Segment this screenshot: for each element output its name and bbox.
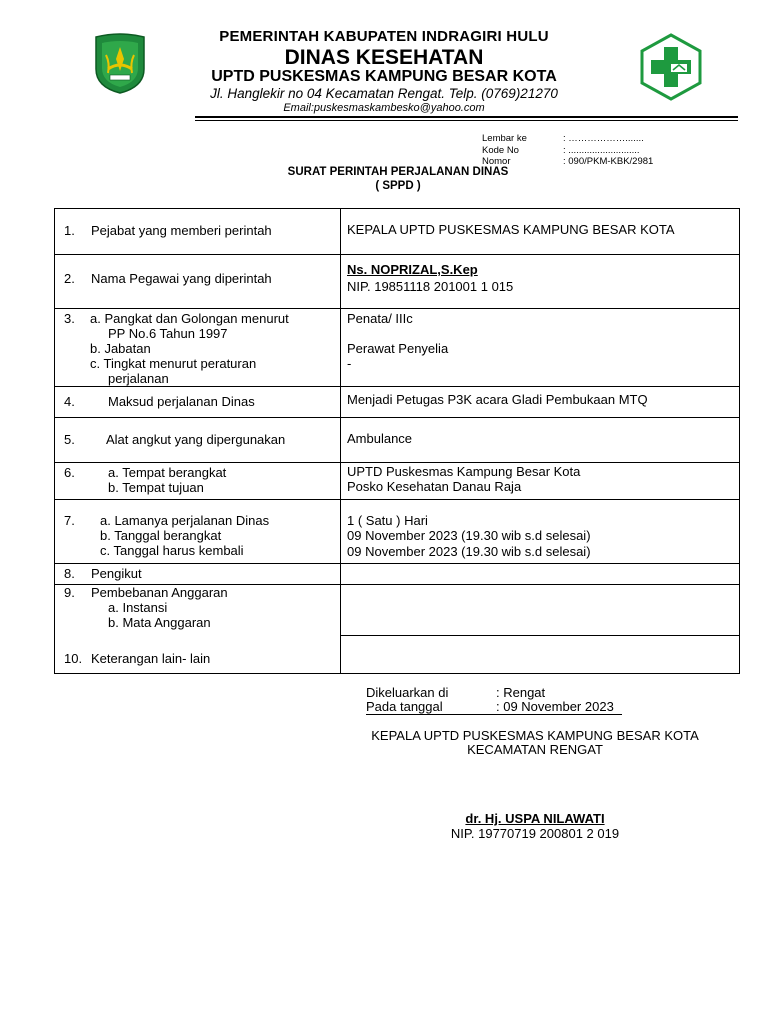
row-number: 7. xyxy=(64,513,75,528)
row-number: 1. xyxy=(64,223,75,238)
letterhead-rule xyxy=(195,116,738,118)
table-row xyxy=(55,309,740,387)
row-number: 10. xyxy=(64,650,83,666)
row-label-b: b. Mata Anggaran xyxy=(108,615,211,630)
table-row xyxy=(55,387,740,418)
position-value: Perawat Penyelia xyxy=(347,341,449,356)
destination-value: Posko Kesehatan Danau Raja xyxy=(347,479,522,494)
document-subtitle: ( SPPD ) xyxy=(375,180,421,192)
signer-district: KECAMATAN RENGAT xyxy=(467,742,603,757)
lembar-label: Lembar ke xyxy=(482,133,527,144)
employee-name: Ns. NOPRIZAL,S.Kep xyxy=(347,262,478,277)
table-row xyxy=(55,418,740,463)
row-value: Menjadi Petugas P3K acara Gladi Pembukaan MTQ xyxy=(347,392,648,407)
signer-nip: NIP. 19770719 200801 2 019 xyxy=(450,826,620,841)
address: Jl. Hanglekir no 04 Kecamatan Rengat. Telp. (0769)21270 xyxy=(210,86,558,101)
row-label: Keterangan lain- lain xyxy=(91,650,211,666)
row-label: Alat angkut yang dipergunakan xyxy=(106,432,286,447)
kode-label: Kode No xyxy=(482,145,519,156)
row-label-b: b. Tempat tujuan xyxy=(108,480,204,495)
nomor-value: : 090/PKM-KBK/2981 xyxy=(563,156,654,167)
rank-value: Penata/ IIIc xyxy=(347,311,413,326)
departure-date-value: 09 November 2023 (19.30 wib s.d selesai) xyxy=(347,528,591,543)
row-number: 2. xyxy=(64,271,75,286)
row-label-a: a. Lamanya perjalanan Dinas xyxy=(100,513,270,528)
letterhead-rule-thin xyxy=(195,120,738,121)
table-row xyxy=(55,636,740,674)
row-label-a2: PP No.6 Tahun 1997 xyxy=(108,326,228,341)
return-date-value: 09 November 2023 (19.30 wib s.d selesai) xyxy=(347,544,591,559)
agency-name: DINAS KESEHATAN xyxy=(284,46,484,69)
issued-value: : Rengat xyxy=(496,685,546,700)
table-row xyxy=(55,500,740,564)
origin-value: UPTD Puskesmas Kampung Besar Kota xyxy=(347,464,581,479)
row-label-a: a. Pangkat dan Golongan menurut xyxy=(90,311,289,326)
row-number: 3. xyxy=(64,311,75,326)
issued-label: Dikeluarkan di xyxy=(366,685,449,700)
document-title: SURAT PERINTAH PERJALANAN DINAS xyxy=(287,166,509,178)
row-label: Pejabat yang memberi perintah xyxy=(91,223,272,238)
duration-value: 1 ( Satu ) Hari xyxy=(347,513,428,528)
table-row xyxy=(55,209,740,255)
lembar-value: : ………………....... xyxy=(563,133,644,144)
row-number: 5. xyxy=(64,432,75,447)
table-row xyxy=(55,255,740,309)
row-number: 8. xyxy=(64,566,75,581)
row-number: 9. xyxy=(64,585,75,600)
table-row xyxy=(55,564,740,585)
signer-office: KEPALA UPTD PUSKESMAS KAMPUNG BESAR KOTA xyxy=(371,728,699,743)
row-label: Pembebanan Anggaran xyxy=(91,585,228,600)
row-value: KEPALA UPTD PUSKESMAS KAMPUNG BESAR KOTA xyxy=(347,222,675,237)
row-label-c2: perjalanan xyxy=(108,371,169,386)
row-label: Maksud perjalanan Dinas xyxy=(108,394,255,409)
unit-name: UPTD PUSKESMAS KAMPUNG BESAR KOTA xyxy=(211,68,557,85)
table-row xyxy=(55,585,740,636)
row-number: 4. xyxy=(64,394,75,409)
row-label-b: b. Tanggal berangkat xyxy=(100,528,222,543)
employee-nip: NIP. 19851118 201001 1 015 xyxy=(347,279,514,294)
row-label-c: c. Tingkat menurut peraturan xyxy=(90,356,257,371)
row-number: 6. xyxy=(64,465,75,480)
row-label: Nama Pegawai yang diperintah xyxy=(91,271,272,286)
kode-value: : ........................... xyxy=(563,145,640,156)
row-label-a: a. Instansi xyxy=(108,600,168,615)
nomor-label: Nomor xyxy=(482,156,511,167)
table-row xyxy=(55,463,740,500)
date-value: : 09 November 2023 xyxy=(496,699,622,715)
row-label-a: a. Tempat berangkat xyxy=(108,465,227,480)
row-label: Pengikut xyxy=(91,566,142,581)
row-label-b: b. Jabatan xyxy=(90,341,151,356)
row-label-c: c. Tanggal harus kembali xyxy=(100,543,244,558)
date-label: Pada tanggal xyxy=(366,699,496,715)
email: Email:puskesmaskambesko@yahoo.com xyxy=(283,102,485,114)
row-value: Ambulance xyxy=(347,431,413,446)
gov-name: PEMERINTAH KABUPATEN INDRAGIRI HULU xyxy=(219,28,549,45)
sppd-table xyxy=(54,208,740,674)
signer-name: dr. Hj. USPA NILAWATI xyxy=(465,811,605,826)
level-value: - xyxy=(347,356,352,371)
